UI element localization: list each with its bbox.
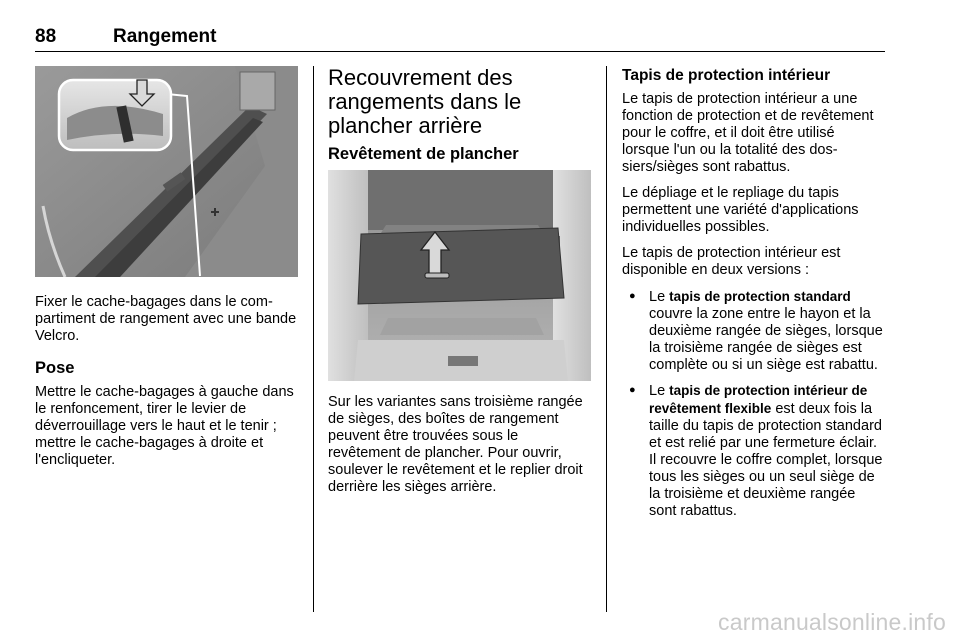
paragraph-2: Le dépliage et le repliage du tapis permettent une variété d'applications individuelles possibles. [622,185,859,235]
column-middle [328,66,591,505]
page-number: 88 [35,26,57,47]
versions-list [622,288,885,520]
floor-cover-text: Sur les variantes sans troisième rangée de sièges, des boîtes de rangement peuvent être trouvées sous le revêtement de plancher. Pour ouvrir, soulever le revêtement et le replier droit derrière les sièges arrière. [328,394,583,495]
pose-instructions: Mettre le cache-bagages à gauche dans le renfoncement, tirer le levier de déverrouillage vers le haut et le tenir ; mettre le cache-bagages à droite et l'encliqueter. [35,384,294,468]
header-rule [35,51,885,52]
term-flexible-mat: tapis de protection intérieur de revêtement flexible [649,383,868,416]
column-left [35,66,298,478]
page-title: Rangement [113,26,217,47]
paragraph-3: Le tapis de protection intérieur est disponible en deux versions : [622,245,841,278]
list-item: ● Le tapis de protection standard couvre la zone entre le hayon et la deuxième rangée de sièges, lorsque la troisième rangée de sièges est complète ou si un siège est rabattu. [622,288,885,374]
term-standard-mat: tapis de protection standard [669,289,851,304]
page-header [35,26,885,52]
heading-pose: Pose [35,359,75,377]
heading-protection-mat: Tapis de protection intérieur [622,67,831,84]
list-item: ● Le tapis de protection intérieur de revêtement flexible est deux fois la taille du tapis de protection standard et est relié par une fermeture éclair. Il recouvre le coffre complet, lorsque tous les sièges ou un seul siège de la troisième et deuxième rangée sont rabattus. [622,382,885,520]
section-heading-storage-covers: Recouvrement des rangements dans le plancher arrière [328,65,522,138]
column-divider-1 [313,66,314,612]
column-right [622,66,885,528]
column-divider-2 [606,66,607,612]
illustration-cargo-cover-velcro [35,66,298,277]
watermark: carmanualsonline.info [718,609,946,635]
figure-caption-left: Fixer le cache-bagages dans le compartiment de rangement avec une bande Velcro. [35,294,297,344]
illustration-floor-cover-lift [328,170,591,381]
subheading-floor-cover: Revêtement de plancher [328,145,519,163]
paragraph-1: Le tapis de protection intérieur a une fonction de protection et de revêtement pour le coffre, et il doit être utilisé lorsque l'un ou la totalité des dossiers/sièges sont rabattus. [622,91,874,175]
